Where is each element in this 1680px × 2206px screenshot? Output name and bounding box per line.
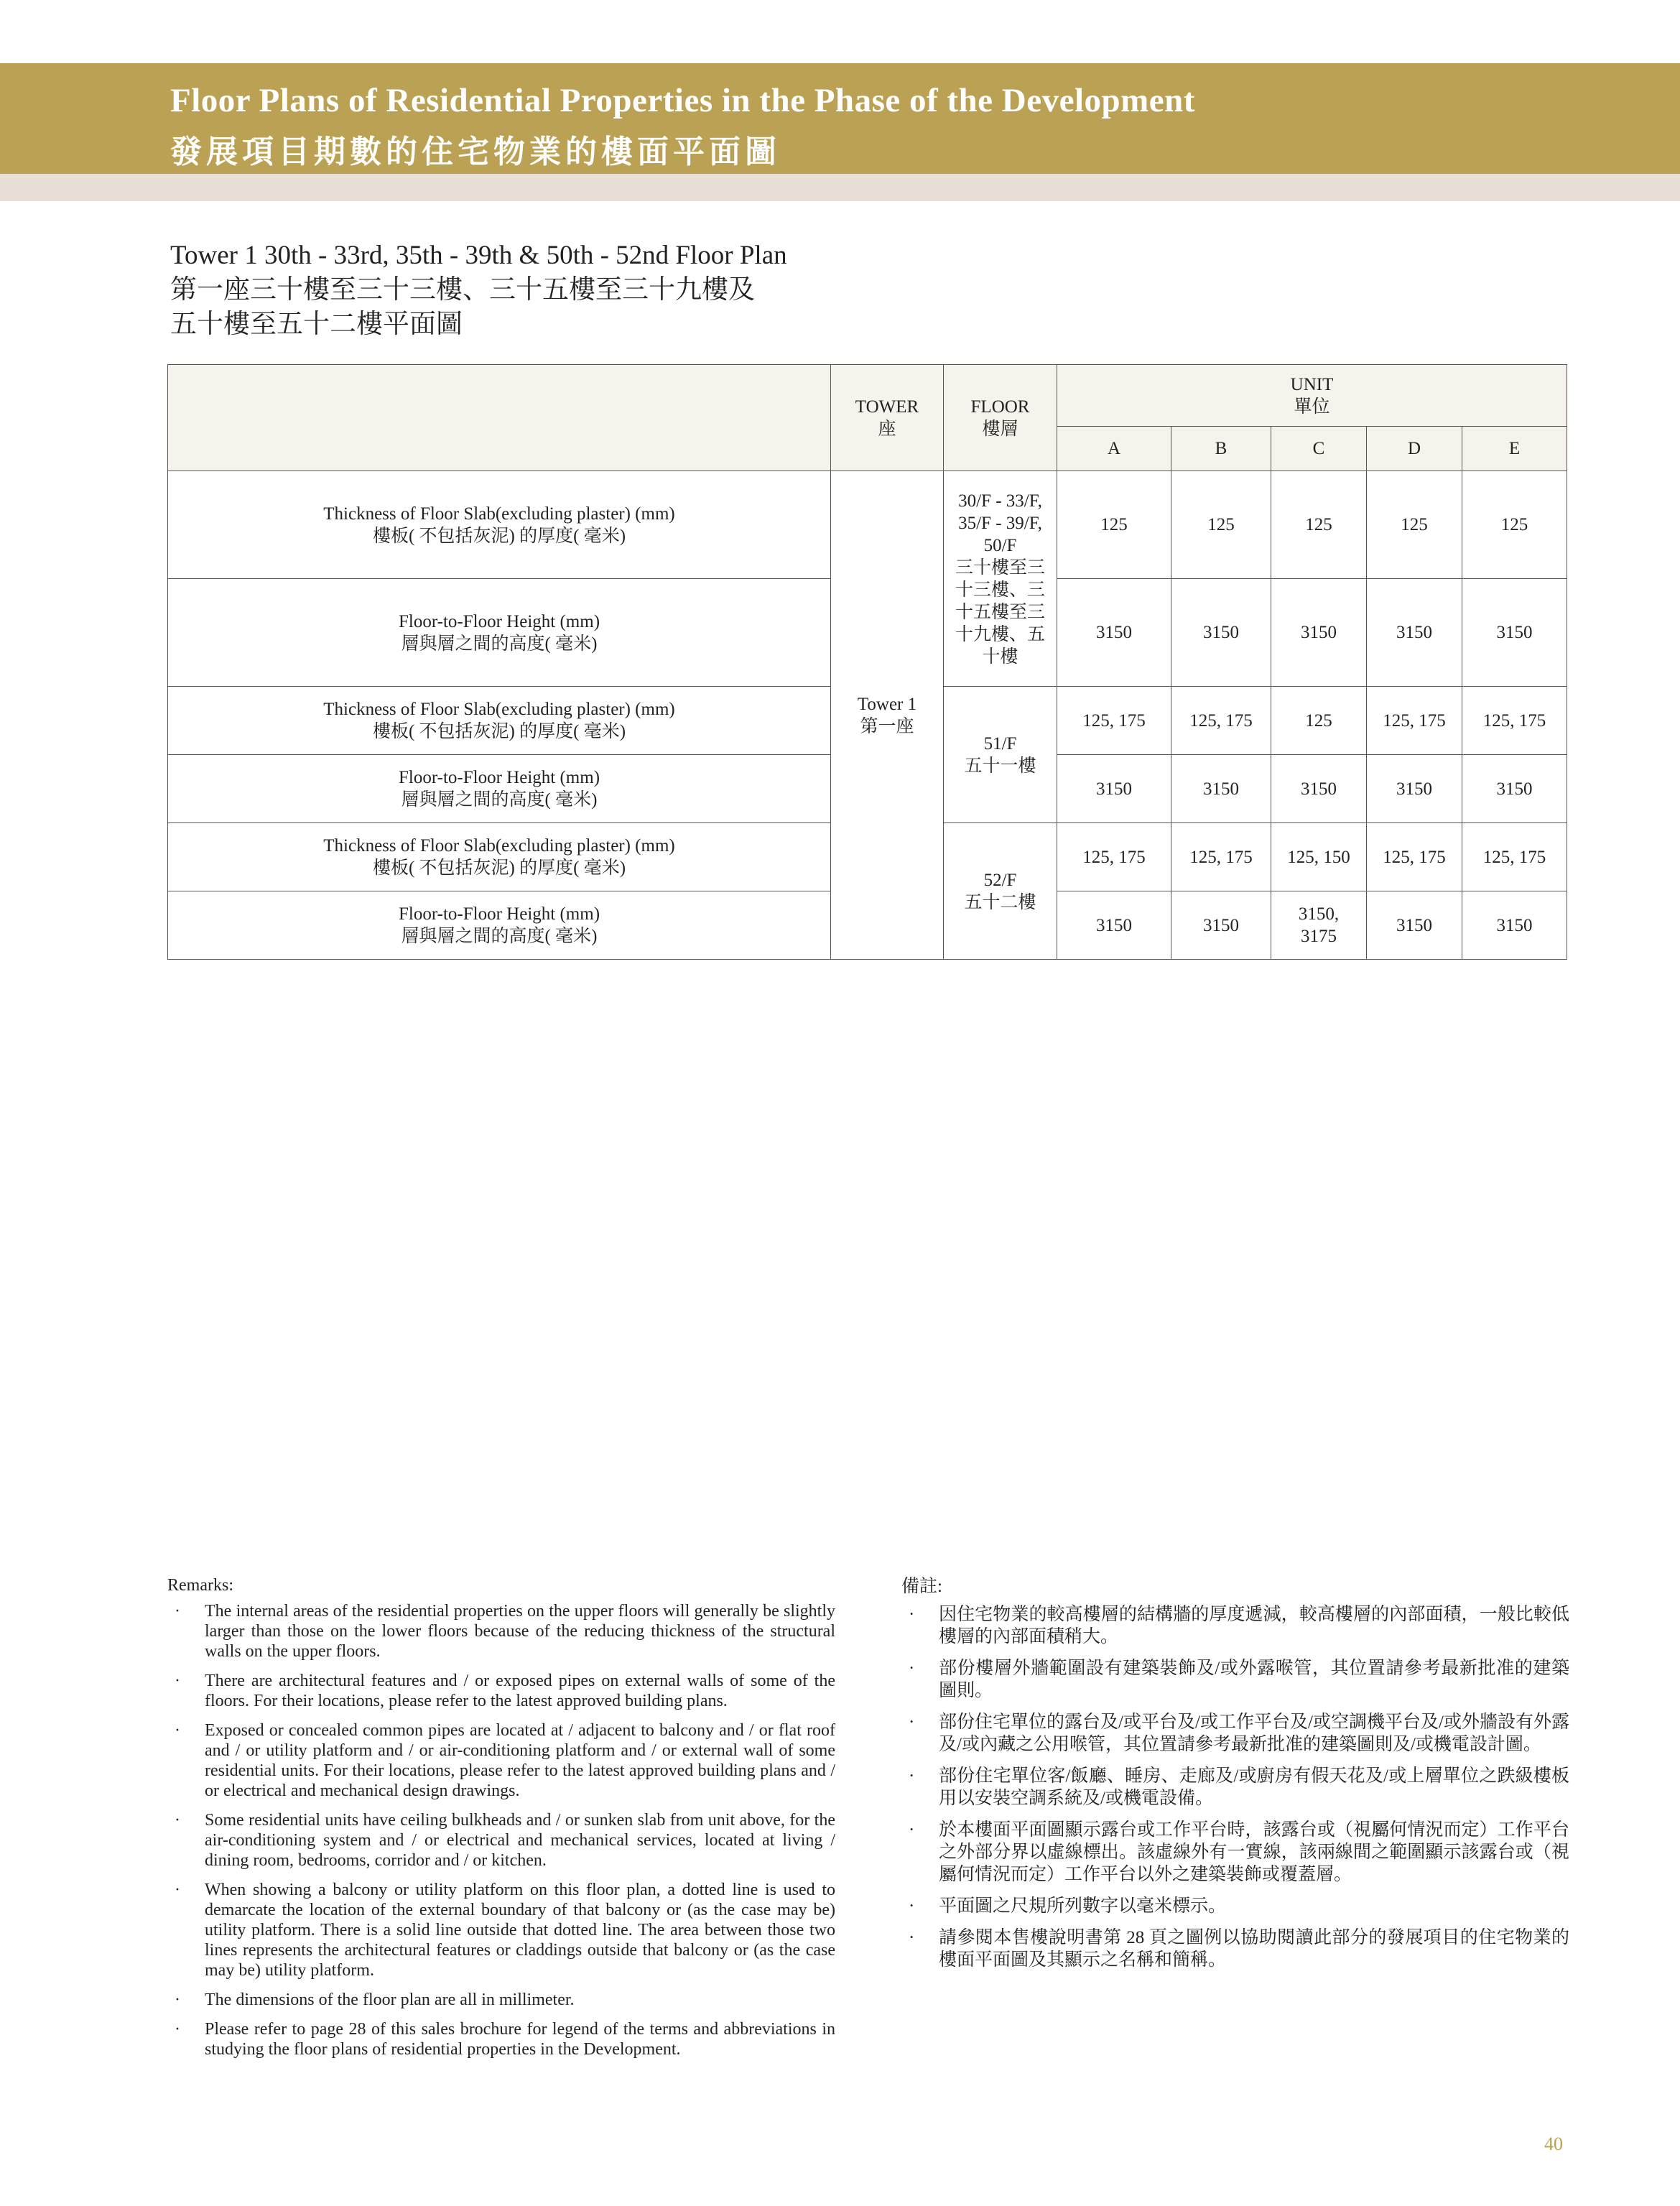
label-en: Thickness of Floor Slab(excluding plaster) (mm) — [323, 504, 675, 524]
floor-zh: 五十一樓 — [964, 756, 1036, 776]
list-item — [167, 2019, 835, 2059]
row-label-height — [168, 579, 831, 687]
value-cell: 3150 — [1171, 579, 1271, 687]
remark-text: Exposed or concealed common pipes are located at / adjacent to balcony and / or flat roof and / or utility platform and / or air-conditioning platform and / or external wall of some residential units. For their locations, please refer to the latest approved building plans and / or electrical and mechanical design drawings. — [205, 1721, 835, 1800]
remark-text: Please refer to page 28 of this sales brochure for legend of the terms and abbreviations in studying the floor plans of residential properties in the Development. — [205, 2020, 835, 2059]
list-item — [901, 1819, 1569, 1886]
row-label-height — [168, 755, 831, 823]
value-cell: 3150 — [1171, 755, 1271, 823]
floor-zh: 三十樓至三十三樓、三十五樓至三十九樓、五十樓 — [955, 557, 1045, 667]
label-en: Floor-to-Floor Height (mm) — [398, 611, 600, 631]
value-cell: 3150 — [1271, 755, 1367, 823]
list-item — [901, 1765, 1569, 1809]
list-item — [901, 1603, 1569, 1648]
bullet: · — [909, 1896, 915, 1916]
bullet: · — [175, 2020, 180, 2039]
list-item — [901, 1927, 1569, 1971]
floor-plan-heading — [170, 238, 787, 342]
value-cell: 125 — [1462, 471, 1567, 579]
heading-zh-line2: 五十樓至五十二樓平面圖 — [170, 310, 463, 339]
header-blank-cell — [168, 365, 831, 471]
value-cell: 125, 175 — [1057, 687, 1171, 755]
floor-header — [944, 365, 1057, 471]
value-cell: 3150 — [1462, 579, 1567, 687]
tower-zh: 第一座 — [860, 716, 914, 736]
remark-text: There are architectural features and / or exposed pipes on external walls of some of the floors. For their locations, please refer to the latest approved building plans. — [205, 1672, 835, 1710]
value-cell: 3150 — [1171, 891, 1271, 960]
floor-spec-table — [167, 364, 1567, 960]
heading-en: Tower 1 30th - 33rd, 35th - 39th & 50th - 52nd Floor Plan — [170, 241, 787, 270]
list-item — [167, 1880, 835, 1980]
list-item — [167, 1671, 835, 1711]
floor-header-zh: 樓層 — [982, 419, 1018, 439]
table-header-row — [168, 365, 1567, 427]
banner-title-en: Floor Plans of Residential Properties in the Phase of the Development — [170, 82, 1195, 119]
bullet: · — [909, 1659, 915, 1678]
remark-text: The internal areas of the residential properties on the upper floors will generally be slightly larger than those on the lower floors because of the reducing thickness of the structural walls on the upper floors. — [205, 1602, 835, 1661]
remarks-zh-list — [901, 1603, 1569, 1971]
label-zh: 樓板( 不包括灰泥) 的厚度( 毫米) — [372, 858, 626, 878]
table-row — [168, 471, 1567, 579]
remark-text: 請參閱本售樓說明書第 28 頁之圖例以協助閱讀此部分的發展項目的住宅物業的樓面平面圖及其顯示之名稱和簡稱。 — [939, 1928, 1569, 1970]
value-cell: 3150 — [1367, 891, 1462, 960]
unit-header — [1057, 365, 1567, 427]
value-cell: 125, 175 — [1367, 687, 1462, 755]
label-zh: 層與層之間的高度( 毫米) — [401, 927, 598, 946]
tower-header — [831, 365, 944, 471]
value-cell: 3150 — [1462, 891, 1567, 960]
unit-b-header: B — [1171, 427, 1271, 471]
unit-d-header: D — [1367, 427, 1462, 471]
remark-text: Some residential units have ceiling bulkheads and / or sunken slab from unit above, for the air-conditioning system and / or electrical and mechanical services, located at living / dining room, bedrooms, corridor and / or kitchen. — [205, 1811, 835, 1870]
value-cell: 125 — [1271, 687, 1367, 755]
value-cell: 3150 — [1367, 755, 1462, 823]
bullet: · — [175, 1991, 180, 2009]
remark-text: When showing a balcony or utility platform on this floor plan, a dotted line is used to demarcate the location of the external boundary of that balcony or (as the case may be) utility platform. There is a solid line outside that dotted line. The area between those two lines represents the architectural features or claddings outside that balcony or (as the case may be) utility platform. — [205, 1881, 835, 1980]
remark-text: 部份樓層外牆範圍設有建築裝飾及/或外露喉管，其位置請參考最新批准的建築圖則。 — [939, 1659, 1569, 1700]
tower-cell — [831, 471, 944, 960]
remark-text: 於本樓面平面圖顯示露台或工作平台時，該露台或（視屬何情況而定）工作平台之外部分界以虛線標出。該虛線外有一實線，該兩線間之範圍顯示該露台或（視屬何情況而定）工作平台以外之建築裝飾或覆蓋層。 — [939, 1820, 1569, 1884]
tower-en: Tower 1 — [857, 694, 917, 714]
row-label-slab — [168, 471, 831, 579]
remarks-zh — [901, 1575, 1569, 1980]
label-en: Thickness of Floor Slab(excluding plaster) (mm) — [323, 836, 675, 856]
value-cell: 125, 150 — [1271, 823, 1367, 891]
floor-cell — [944, 687, 1057, 823]
remarks-en-title: Remarks: — [167, 1576, 233, 1595]
bullet: · — [909, 1605, 915, 1624]
list-item — [167, 1810, 835, 1871]
label-zh: 層與層之間的高度( 毫米) — [401, 634, 598, 654]
tower-header-en: TOWER — [855, 397, 919, 417]
unit-e-header: E — [1462, 427, 1567, 471]
list-item — [901, 1657, 1569, 1702]
unit-header-en: UNIT — [1290, 374, 1334, 394]
label-zh: 層與層之間的高度( 毫米) — [401, 790, 598, 810]
value-cell: 3150 — [1057, 755, 1171, 823]
row-label-slab — [168, 687, 831, 755]
list-item — [901, 1711, 1569, 1756]
remark-text: 因住宅物業的較高樓層的結構牆的厚度遞減，較高樓層的內部面積，一般比較低樓層的內部面積稍大。 — [939, 1605, 1569, 1646]
label-en: Floor-to-Floor Height (mm) — [398, 904, 600, 924]
value-cell: 125, 175 — [1057, 823, 1171, 891]
floor-en: 52/F — [983, 870, 1017, 890]
bullet: · — [175, 1602, 180, 1621]
label-zh: 樓板( 不包括灰泥) 的厚度( 毫米) — [372, 526, 626, 546]
tower-header-zh: 座 — [878, 419, 896, 439]
value-cell: 125 — [1057, 471, 1171, 579]
floor-cell — [944, 471, 1057, 687]
value-cell: 3150, 3175 — [1271, 891, 1367, 960]
label-zh: 樓板( 不包括灰泥) 的厚度( 毫米) — [372, 722, 626, 741]
value-cell: 125 — [1171, 471, 1271, 579]
floor-zh: 五十二樓 — [964, 892, 1036, 912]
remarks-zh-title: 備註: — [901, 1577, 942, 1596]
remark-text: 平面圖之尺規所列數字以毫米標示。 — [939, 1896, 1227, 1916]
value-cell: 125 — [1271, 471, 1367, 579]
remarks-en — [167, 1575, 835, 2069]
bullet: · — [909, 1713, 915, 1732]
remark-text: 部份住宅單位客/飯廳、睡房、走廊及/或廚房有假天花及/或上層單位之跌級樓板用以安裝空調系統及/或機電設備。 — [939, 1766, 1569, 1808]
value-cell: 125, 175 — [1367, 823, 1462, 891]
floor-header-en: FLOOR — [970, 397, 1030, 417]
row-label-slab — [168, 823, 831, 891]
remark-text: 部份住宅單位的露台及/或平台及/或工作平台及/或空調機平台及/或外牆設有外露及/或內藏之公用喉管，其位置請參考最新批准的建築圖則及/或機電設計圖。 — [939, 1713, 1569, 1754]
header-strip — [0, 174, 1680, 201]
value-cell: 125, 175 — [1171, 823, 1271, 891]
value-cell: 3150 — [1057, 579, 1171, 687]
heading-zh-line1: 第一座三十樓至三十三樓、三十五樓至三十九樓及 — [170, 275, 755, 305]
list-item — [167, 1990, 835, 2010]
label-en: Thickness of Floor Slab(excluding plaster) (mm) — [323, 700, 675, 719]
value-cell: 125, 175 — [1171, 687, 1271, 755]
bullet: · — [909, 1928, 915, 1947]
banner-title-zh: 發展項目期數的住宅物業的樓面平面圖 — [170, 134, 781, 170]
bullet: · — [175, 1881, 180, 1899]
bullet: · — [175, 1721, 180, 1740]
value-cell: 125, 175 — [1462, 687, 1567, 755]
remarks-en-list — [167, 1601, 835, 2059]
page-number: 40 — [1544, 2133, 1563, 2154]
value-cell: 3150 — [1462, 755, 1567, 823]
list-item — [167, 1601, 835, 1662]
unit-a-header: A — [1057, 427, 1171, 471]
label-en: Floor-to-Floor Height (mm) — [398, 768, 600, 787]
bullet: · — [175, 1811, 180, 1830]
value-cell: 125 — [1367, 471, 1462, 579]
value-cell: 3150 — [1271, 579, 1367, 687]
value-cell: 3150 — [1057, 891, 1171, 960]
floor-en: 30/F - 33/F, 35/F - 39/F, 50/F — [958, 491, 1042, 555]
list-item — [901, 1895, 1569, 1917]
value-cell: 125, 175 — [1462, 823, 1567, 891]
remark-text: The dimensions of the floor plan are all in millimeter. — [205, 1991, 575, 2009]
unit-c-header: C — [1271, 427, 1367, 471]
unit-header-zh: 單位 — [1294, 397, 1330, 417]
floor-en: 51/F — [983, 733, 1017, 754]
row-label-height — [168, 891, 831, 960]
list-item — [167, 1720, 835, 1801]
floor-cell — [944, 823, 1057, 960]
value-cell: 3150 — [1367, 579, 1462, 687]
bullet: · — [909, 1766, 915, 1786]
bullet: · — [909, 1820, 915, 1840]
bullet: · — [175, 1672, 180, 1690]
